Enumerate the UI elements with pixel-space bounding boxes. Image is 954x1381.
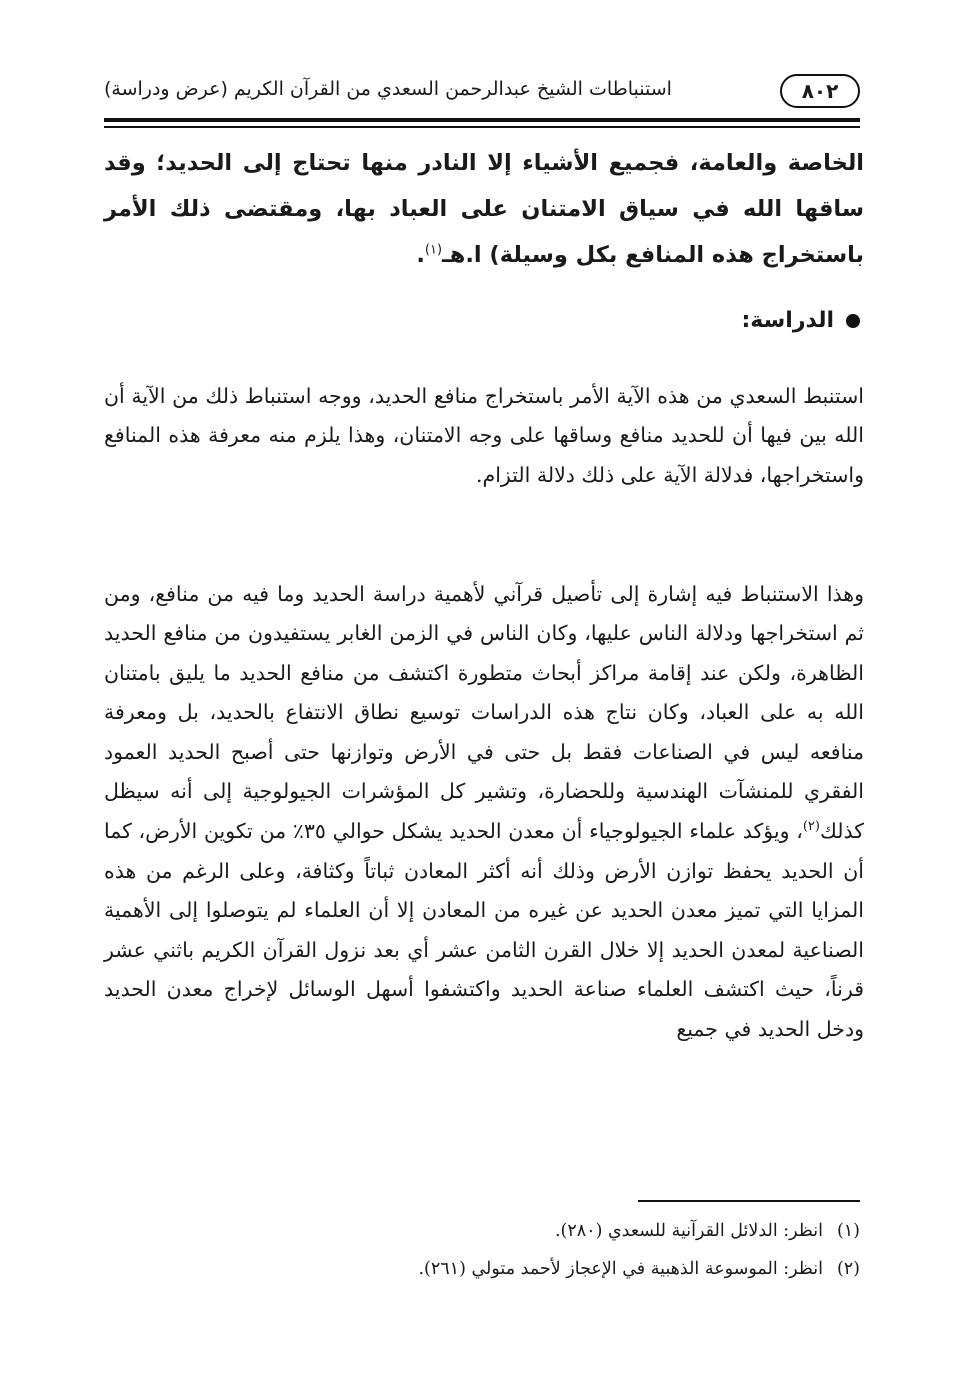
- page-number-badge: [780, 74, 860, 108]
- footnote-1: [100, 1212, 860, 1250]
- page-header: [104, 66, 860, 118]
- footnote-ref-1: (١): [424, 242, 443, 258]
- footnote-1-text: انظر: الدلائل القرآنية للسعدي (٢٨٠).: [554, 1221, 823, 1241]
- header-rule-thin: [104, 126, 860, 128]
- footnote-2-text: انظر: الموسوعة الذهبية في الإعجاز لأحمد متولي (٢٦١).: [418, 1259, 823, 1279]
- footnote-2-number: (٢): [836, 1259, 860, 1279]
- section-heading: [742, 308, 861, 333]
- page-number: ٨٠٢: [801, 79, 839, 103]
- paragraph-1: استنبط السعدي من هذه الآية الأمر باستخراج منافع الحديد، ووجه استنباط ذلك من الآية أن الله بين فيها أن للحديد منافع وساقها على وجه الامتنان، وهذا يلزم منه معرفة هذه المنافع واستخراجها، فدلالة الآية على ذلك دلالة التزام.: [104, 383, 864, 487]
- quote-text: الخاصة والعامة، فجميع الأشياء إلا النادر منها تحتاج إلى الحديد؛ وقد ساقها الله في سياق الامتنان على العباد بها، ومقتضى ذلك الأمر باستخراج هذه المنافع بكل وسيلة) ا.هـ: [104, 150, 864, 268]
- footnote-1-number: (١): [836, 1221, 860, 1241]
- footnotes: [100, 1212, 860, 1288]
- paragraph-2-part-b: ، ويؤكد علماء الجيولوجياء أن معدن الحديد يشكل حوالي ٣٥٪ من تكوين الأرض، كما أن الحديد يحفظ توازن الأرض وذلك أنه أكثر المعادن ثباتاً وكثافة، وعلى الرغم من هذه المزايا التي تميز معدن الحديد عن غيره من المعادن إلا أن العلماء لم يتوصلوا إلى الأهمية الصناعية لمعدن الحديد إلا خلال القرن الثامن عشر أي بعد نزول القرآن الكريم باثني عشر قرناً، حيث اكتشف العلماء صناعة الحديد واكتشفوا أسهل الوسائل لإخراج معدن الحديد ودخل الحديد في جميع: [104, 819, 864, 1042]
- paragraph-2: [104, 575, 864, 1050]
- footnote-ref-2: (٢): [802, 819, 820, 835]
- paragraph-2-part-a: وهذا الاستنباط فيه إشارة إلى تأصيل قرآني لأهمية دراسة الحديد وما فيه من منافع، ومن ثم استخراجها ودلالة الناس عليها، وكان الناس في الزمن الغابر يستفيدون من منافع الحديد الظاهرة، ولكن عند إقامة مراكز أبحاث متطورة اكتشف من منافع الحديد ما يليق بامتنان الله به على العباد، وكان نتاج هذه الدراسات توسيع نطاق الانتفاع بالحديد، بل ومعرفة منافعه ليس في الصناعات فقط بل حتى في الأرض وتوازنها حتى أصبح الحديد العمود الفقري للمنشآت الهندسية وللحضارة، وتشير كل المؤشرات الجيولوجية إلى أنه سيظل كذلك: [104, 581, 864, 844]
- quote-end: .: [416, 242, 425, 268]
- footnote-separator: [638, 1200, 860, 1202]
- bullet-icon: [846, 314, 860, 328]
- section-heading-text: الدراسة:: [741, 308, 834, 333]
- footnote-2: [100, 1250, 860, 1288]
- quoted-passage: [104, 140, 864, 278]
- running-title: استنباطات الشيخ عبدالرحمن السعدي من القرآن الكريم (عرض ودراسة): [104, 78, 672, 100]
- header-rule-thick: [104, 118, 860, 122]
